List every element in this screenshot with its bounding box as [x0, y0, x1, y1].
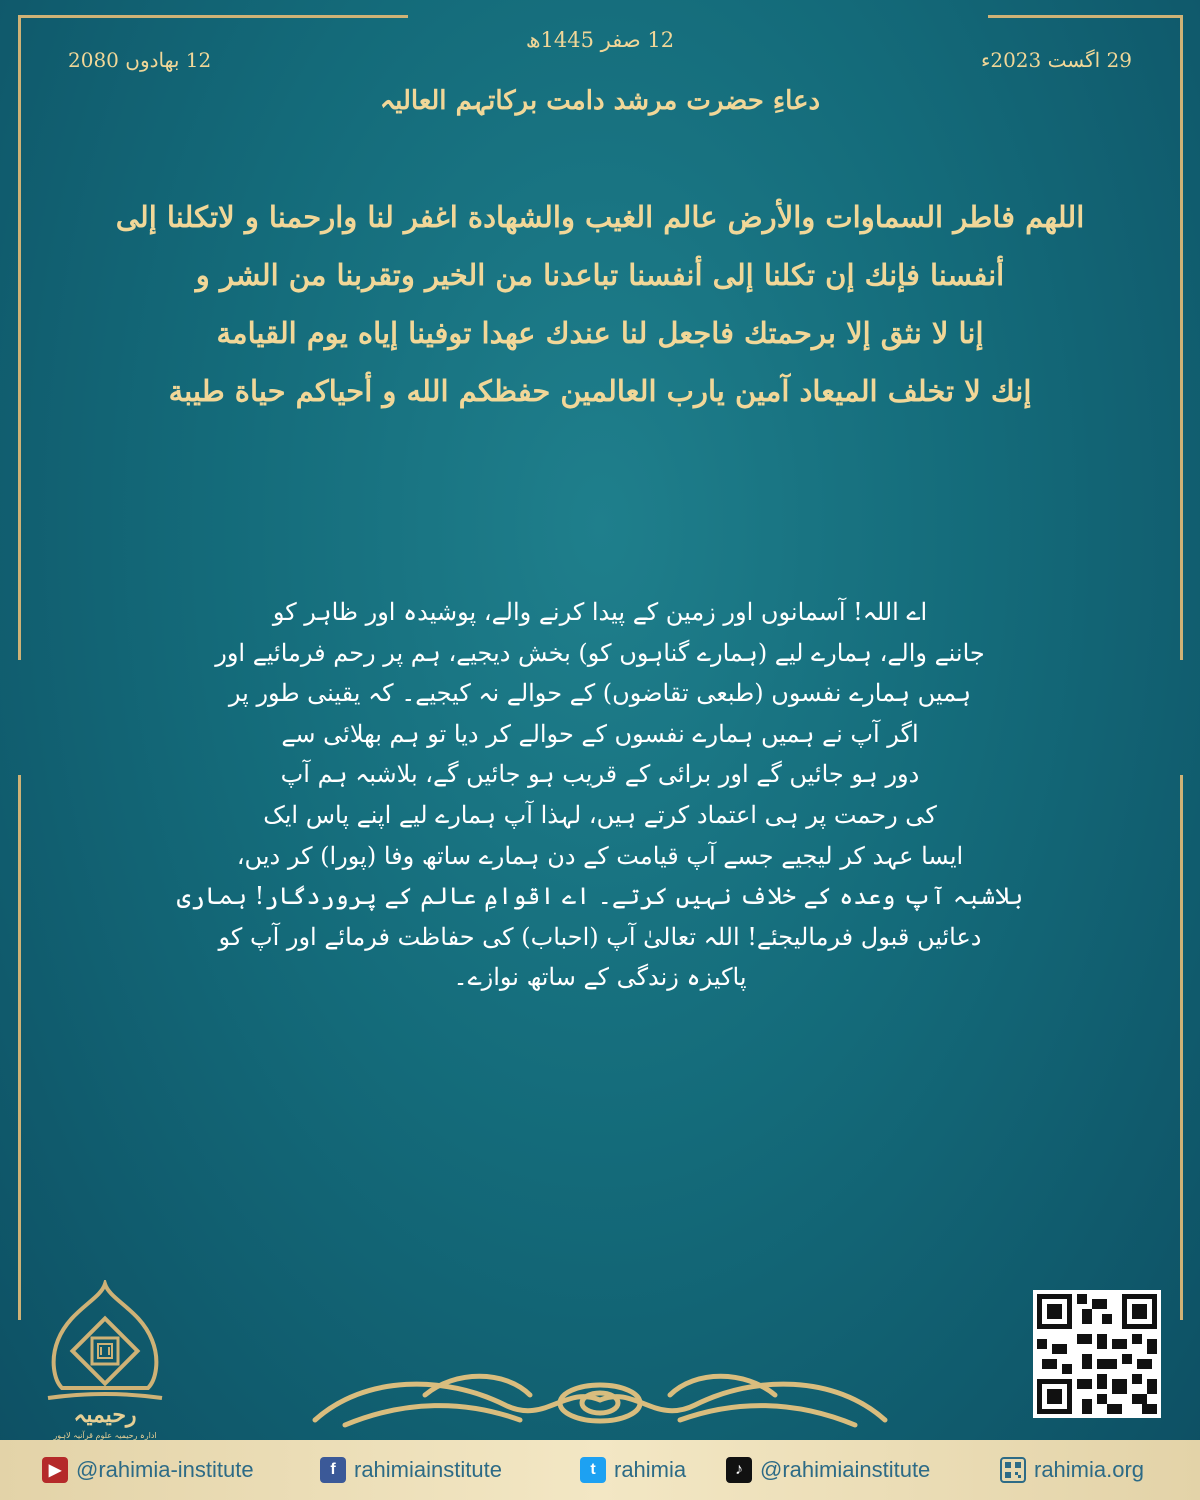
arabic-line: أنفسنا فإنك إن تكلنا إلى أنفسنا تباعدنا من الخير وتقربنا من الشر و [195, 258, 1005, 292]
urdu-line: ایسا عہد کر لیجیے جسے آپ قیامت کے دن ہمارے ساتھ وفا (پورا) کر دیں، [236, 841, 964, 870]
arabic-line: اللهم فاطر السماوات والأرض عالم الغيب والشهادة اغفر لنا وارحمنا و لاتكلنا إلى [115, 200, 1085, 234]
urdu-line: کی رحمت پر ہی اعتماد کرتے ہیں، لہذا آپ ہمارے لیے اپنے پاس ایک [263, 800, 937, 829]
frame-line [988, 15, 1183, 18]
frame-line [18, 775, 21, 1320]
page-title: دعاءِ حضرت مرشد دامت برکاتہم العالیہ [379, 86, 821, 116]
logo-name: رحیمیہ [73, 1402, 137, 1428]
social-footer [0, 1440, 1200, 1500]
youtube-handle: @rahimia-institute [76, 1457, 254, 1482]
gold-ornament-icon [305, 1365, 895, 1435]
youtube-link[interactable] [42, 1457, 254, 1483]
tiktok-link[interactable] [726, 1457, 930, 1483]
urdu-line: ہمیں ہمارے نفسوں (طبعی تقاضوں) کے حوالے نہ کیجیے۔ کہ یقینی طور پر [228, 679, 972, 708]
urdu-line: جاننے والے، ہمارے لیے (ہمارے گناہوں کو) بخش دیجیے، ہم پر رحم فرمائیے اور [215, 638, 985, 667]
frame-line [18, 15, 408, 18]
twitter-link[interactable] [580, 1457, 686, 1483]
website-url: rahimia.org [1034, 1457, 1145, 1482]
arabic-line: إنك لا تخلف الميعاد آمين يارب العالمين حفظكم الله و أحياكم حياة طيبة [168, 374, 1032, 408]
website-qr-icon [1000, 1457, 1026, 1483]
urdu-line: دور ہو جائیں گے اور برائی کے قریب ہو جائیں گے، بلاشبہ ہم آپ [280, 760, 920, 789]
arabic-line: إنا لا نثق إلا برحمتك فاجعل لنا عندك عهدا توفينا إياه يوم القيامة [216, 316, 984, 350]
youtube-icon: ▶ [42, 1457, 68, 1483]
website-link[interactable] [1000, 1457, 1144, 1483]
urdu-line: اے اللہ! آسمانوں اور زمین کے پیدا کرنے والے، پوشیدہ اور ظاہر کو [272, 598, 928, 626]
urdu-line: پاکیزہ زندگی کے ساتھ نوازے۔ [453, 963, 747, 992]
gregorian-date: 29 اگست 2023ء [980, 48, 1132, 72]
twitter-icon: t [580, 1457, 606, 1483]
mosque-dome-logo-icon [40, 1280, 170, 1440]
urdu-translation [160, 592, 1040, 998]
facebook-icon: f [320, 1457, 346, 1483]
facebook-link[interactable] [320, 1457, 502, 1483]
tiktok-icon: ♪ [726, 1457, 752, 1483]
arabic-dua [90, 188, 1110, 420]
tiktok-handle: @rahimiainstitute [760, 1457, 931, 1482]
frame-line [1180, 775, 1183, 1320]
urdu-line: اگر آپ نے ہمیں ہمارے نفسوں کے حوالے کر دیا تو ہم بھلائی سے [281, 719, 919, 748]
urdu-line: دعائیں قبول فرمالیجئے! اللہ تعالیٰ آپ (احباب) کی حفاظت فرمائے اور آپ کو [218, 922, 982, 951]
hijri-date: 12 صفر 1445ھ [525, 28, 675, 52]
urdu-line: بلاشبہ آپ وعدہ کے خلاف نہیں کرتے۔ اے اقوامِ عالم کے پروردگار! ہماری [176, 882, 1024, 911]
bikrami-date: 12 بھادوں 2080 [68, 48, 212, 72]
logo-subtitle: ادارہ رحیمیہ علوم قرآنیہ لاہور [53, 1431, 157, 1440]
qr-code-icon[interactable] [1033, 1290, 1161, 1418]
twitter-handle: rahimia [614, 1457, 687, 1482]
facebook-handle: rahimiainstitute [354, 1457, 502, 1482]
